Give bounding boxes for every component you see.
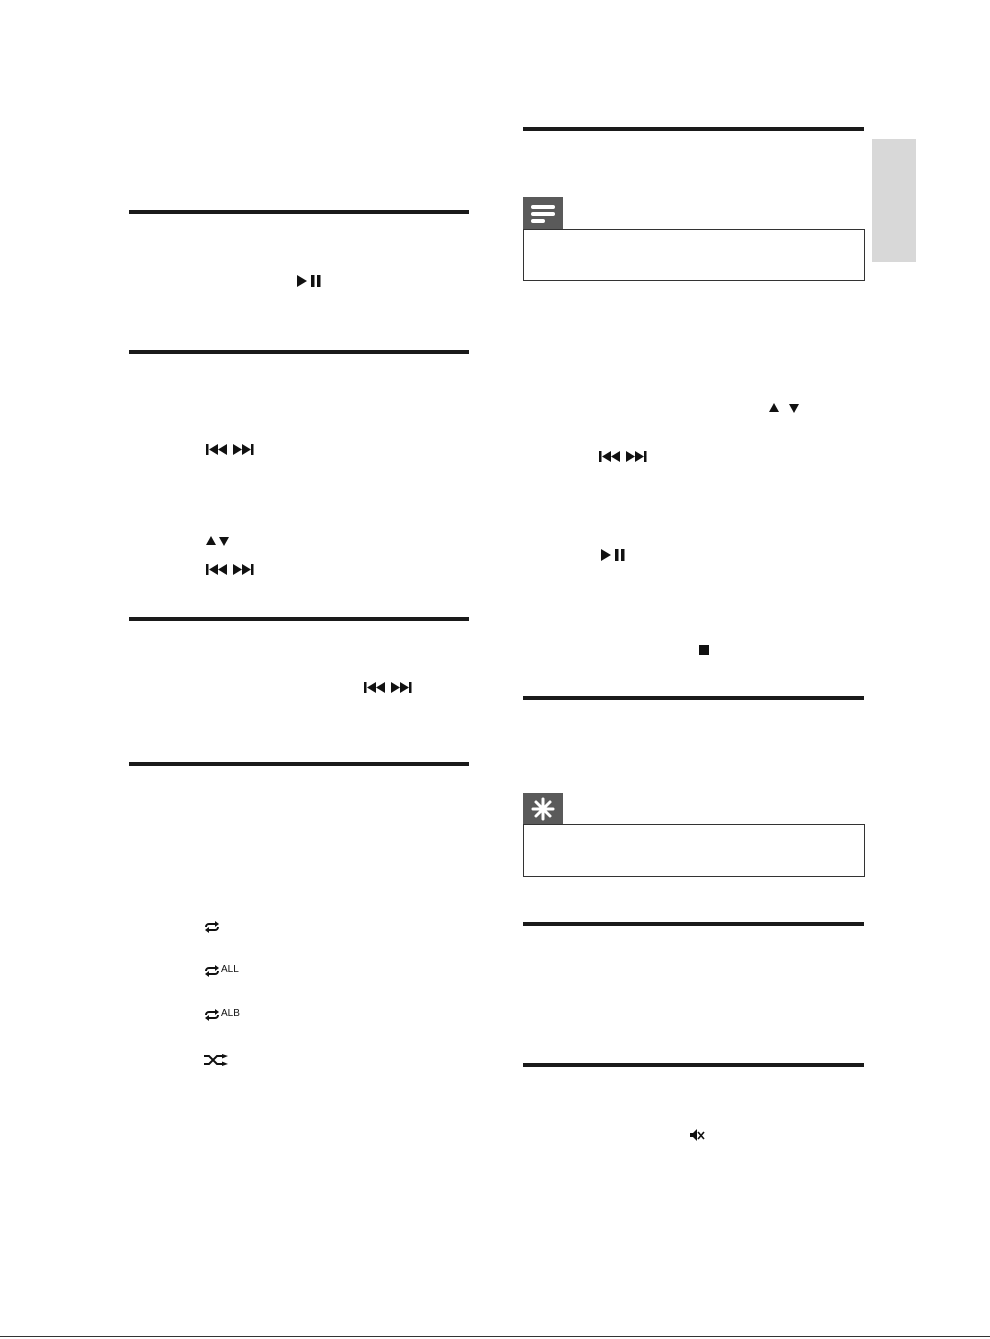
up-down-arrow-icon [768, 402, 802, 414]
section-rule [129, 762, 469, 766]
section-rule [129, 617, 469, 621]
play-pause-icon [600, 548, 628, 562]
shuffle-icon [203, 1054, 229, 1066]
section-rule [129, 210, 469, 214]
repeat-album-label: ALB [221, 1008, 240, 1019]
note-icon [523, 197, 563, 229]
section-rule [523, 696, 864, 700]
tip-box [523, 824, 865, 877]
stop-icon [698, 644, 710, 656]
up-down-arrow-icon [206, 535, 230, 547]
section-rule [523, 922, 864, 926]
skip-prev-next-icon [205, 563, 255, 576]
tip-icon [523, 793, 563, 825]
section-rule [129, 350, 469, 354]
skip-prev-next-icon [598, 450, 648, 463]
skip-prev-next-icon [363, 681, 413, 694]
play-pause-icon [296, 274, 324, 288]
section-rule [523, 1063, 864, 1067]
skip-prev-next-icon [205, 443, 255, 456]
mute-icon [689, 1128, 705, 1142]
repeat-icon [203, 921, 221, 933]
repeat-all-label: ALL [221, 964, 239, 975]
note-flag [523, 197, 563, 229]
language-tab [872, 139, 916, 262]
note-box [523, 229, 865, 281]
repeat-icon [203, 965, 221, 977]
page-bottom-border [0, 1336, 990, 1337]
tip-flag [523, 793, 563, 825]
repeat-icon [203, 1009, 221, 1021]
section-rule [523, 127, 864, 131]
